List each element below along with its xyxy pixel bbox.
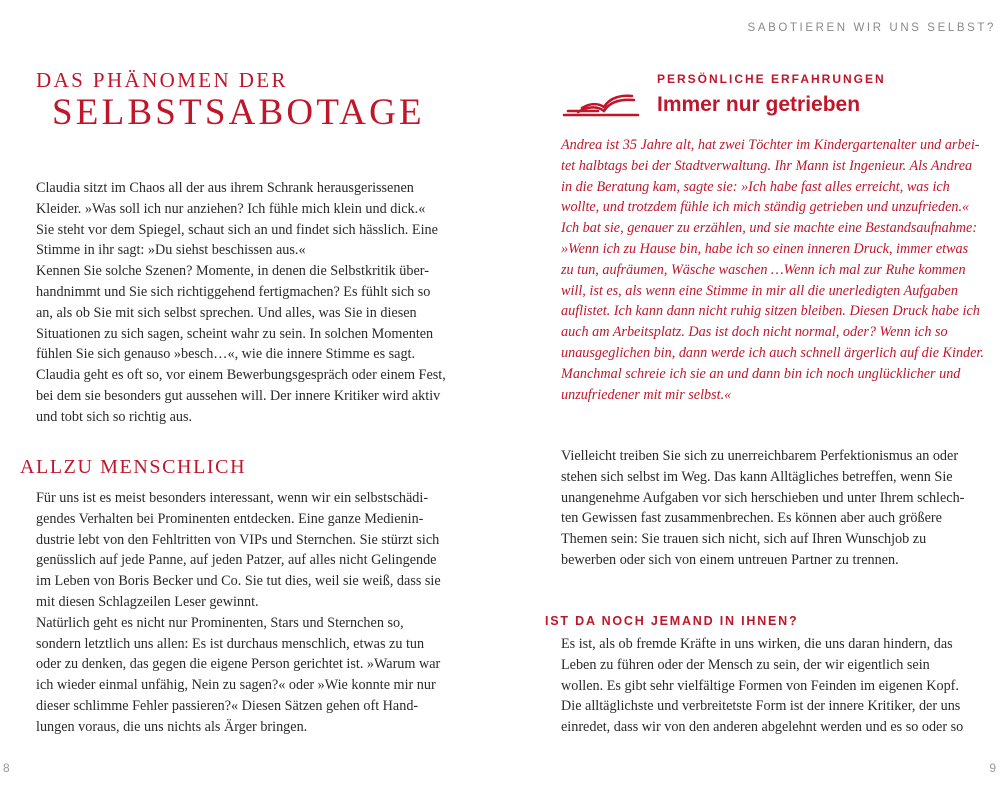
text-line: an, als ob Sie mit sich selbst sprechen. Und alles, was Sie in diesen	[36, 304, 417, 321]
text-line: genüsslich auf jede Panne, auf jeden Patzer, auf alles nicht Gelingende	[36, 552, 437, 569]
experience-box-text	[561, 135, 984, 405]
text-line: Es ist, als ob fremde Kräfte in uns wirken, die uns daran hindern, das	[561, 636, 953, 652]
text-line: »Wenn ich zu Hause bin, habe ich so einen inneren Druck, immer etwas	[561, 240, 969, 257]
text-line: Andrea ist 35 Jahre alt, hat zwei Töchter im Kindergartenalter und arbei-	[561, 137, 980, 153]
text-line: oder zu denken, das gegen die eigene Person gerichtet ist. »Warum war	[36, 656, 441, 673]
body-paragraph	[561, 446, 964, 571]
chapter-title-line1: DAS PHÄNOMEN DER	[36, 68, 288, 92]
text-line: Stimme in ihr sagt: »Du siehst beschissen aus.«	[36, 242, 306, 259]
text-line: unzufriedener mit mir selbst.«	[561, 386, 732, 403]
text-line: unangenehme Aufgaben vor sich herschieben und unter Ihrem schlech-	[561, 489, 965, 506]
subheading: IST DA NOCH JEMAND IN IHNEN?	[545, 614, 799, 628]
intro-paragraph	[36, 178, 446, 428]
box-title: Immer nur getrieben	[657, 93, 861, 116]
text-line: Die alltäglichste und verbreitetste Form ist der innere Kritiker, der uns	[561, 698, 961, 715]
text-line: ich wieder einmal unfähig, Nein zu sagen?« oder »Wie konnte mir nur	[36, 677, 436, 694]
text-line: auch am Arbeitsplatz. Das ist doch nicht normal, oder? Wenn ich so	[561, 324, 948, 341]
text-line: Ich bat sie, genauer zu erzählen, und sie machte eine Bestandsaufnahme:	[561, 220, 978, 237]
chapter-title-line2: SELBSTSABOTAGE	[52, 92, 425, 133]
text-line: wollte, und trotzdem fühle ich mich ständig getrieben und unzufrieden.«	[561, 199, 970, 216]
section-paragraph	[36, 488, 441, 738]
text-line: sondern letztlich uns allen: Es ist durchaus menschlich, etwas zu tun	[36, 635, 425, 652]
text-line: Vielleicht treiben Sie sich zu unerreichbarem Perfektionismus an oder	[561, 448, 959, 464]
text-line: im Leben von Boris Becker und Co. Sie tut dies, weil sie weiß, dass sie	[36, 573, 441, 590]
text-line: mit diesen Schlagzeilen Leser gewinnt.	[36, 593, 259, 610]
text-line: Leben zu führen oder der Mensch zu sein, der wir eigentlich sein	[561, 656, 930, 673]
text-line: unausgeglichen bin, dann werde ich auch schnell ärgerlich auf die Kinder.	[561, 344, 984, 361]
page-number-left: 8	[3, 761, 10, 775]
page-number-right: 9	[989, 761, 996, 775]
text-line: einredet, dass wir von den anderen abgelehnt werden und es so oder so	[561, 719, 964, 736]
text-line: zu tun, aufräumen, Wäsche waschen …Wenn ich mal zur Ruhe kommen	[561, 261, 966, 278]
text-line: lungen voraus, die uns nichts als Ärger bringen.	[36, 718, 308, 735]
text-line: Manchmal schreie ich sie an und dann bin ich noch unglücklicher und	[561, 365, 961, 382]
text-line: Claudia sitzt im Chaos all der aus ihrem Schrank herausgerissenen	[36, 180, 414, 196]
open-book-icon	[560, 92, 642, 118]
text-line: Natürlich geht es nicht nur Prominenten, Stars und Sternchen so,	[36, 614, 404, 631]
text-line: Claudia geht es oft so, vor einem Bewerbungsgespräch oder einem Fest,	[36, 367, 446, 384]
text-line: tet halbtags bei der Stadtverwaltung. Ihr Mann ist Ingenieur. Als Andrea	[561, 157, 973, 174]
text-line: und tobt sich so richtig aus.	[36, 408, 193, 425]
text-line: handnimmt und Sie sich richtiggehend fertigmachen? Es fühlt sich so	[36, 283, 431, 300]
section-heading: ALLZU MENSCHLICH	[20, 456, 247, 478]
text-line: in die Beratung kam, sagte sie: »Ich habe fast alles erreicht, was ich	[561, 178, 950, 195]
text-line: dustrie lebt von den Fehltritten von VIPs und Sternchen. Sie stürzt sich	[36, 531, 440, 548]
box-kicker: PERSÖNLICHE ERFAHRUNGEN	[657, 72, 886, 86]
text-line: fühlen Sie sich genauso »besch…«, wie die innere Stimme es sagt.	[36, 346, 416, 363]
text-line: bei dem sie besonders gut aussehen will. Der innere Kritiker wird aktiv	[36, 387, 441, 404]
text-line: dieser schlimme Fehler passieren?« Diesen Sätzen gehen oft Hand-	[36, 697, 419, 714]
text-line: gendes Verhalten bei Prominenten entdecken. Eine ganze Medienin-	[36, 510, 424, 527]
text-line: stehen sich selbst im Weg. Das kann Alltägliches betreffen, wenn Sie	[561, 468, 953, 485]
text-line: auflistet. Ich kann dann nicht ruhig sitzen bleiben. Diesen Druck habe ich	[561, 303, 980, 320]
text-line: wollen. Es gibt sehr vielfältige Formen von Feinden im eigenen Kopf.	[561, 677, 959, 694]
text-line: will, ist es, als wenn eine Stimme in mir all die unerledigten Aufgaben	[561, 282, 958, 299]
text-line: ten Gewissen fast zusammenbrechen. Es können aber auch größere	[561, 510, 942, 527]
text-line: Sie steht vor dem Spiegel, schaut sich an und findet sich hässlich. Eine	[36, 221, 438, 238]
text-line: Für uns ist es meist besonders interessant, wenn wir ein selbstschädi-	[36, 490, 429, 506]
text-line: bewerben oder sich von einem untreuen Partner zu trennen.	[561, 551, 899, 568]
text-line: Situationen zu sich sagen, scheint wahr zu sein. In solchen Momenten	[36, 325, 434, 342]
text-line: Themen sein: Sie trauen sich nicht, sich auf Ihren Wunschjob zu	[561, 531, 927, 548]
subsection-paragraph	[561, 634, 963, 738]
running-head: SABOTIEREN WIR UNS SELBST?	[747, 22, 996, 34]
text-line: Kleider. »Was soll ich nur anziehen? Ich fühle mich klein und dick.«	[36, 200, 426, 217]
text-line: Kennen Sie solche Szenen? Momente, in denen die Selbstkritik über-	[36, 263, 429, 280]
